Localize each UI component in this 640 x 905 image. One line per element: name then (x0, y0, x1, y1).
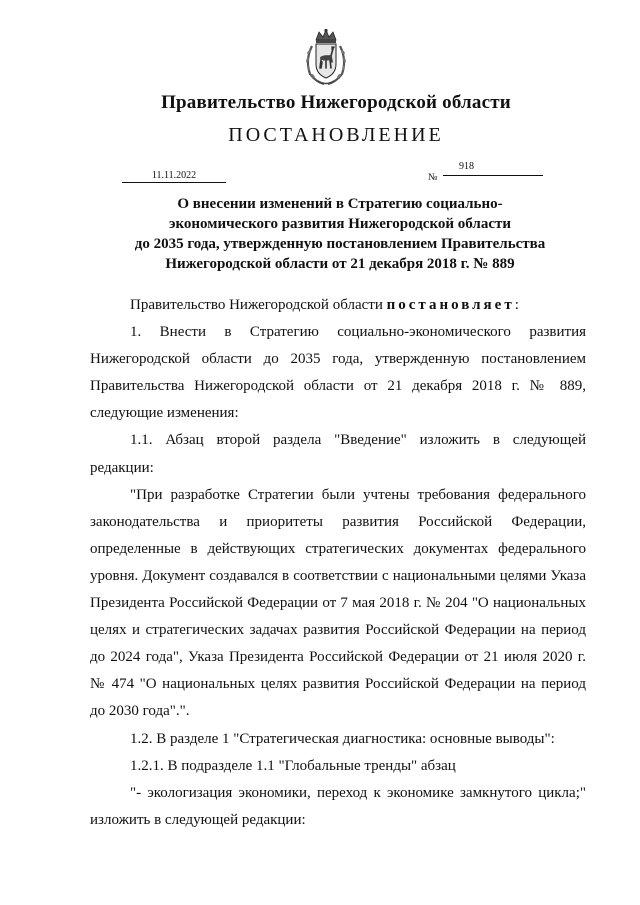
preamble-colon: : (514, 297, 519, 313)
paragraph-1-2-1: 1.2.1. В подразделе 1.1 "Глобальные тренды" абзац (130, 757, 456, 774)
subject-line: до 2035 года, утвержденную постановлением Правительства (134, 236, 546, 252)
paragraph-1-2: 1.2. В разделе 1 "Стратегическая диагностика: основные выводы": (130, 730, 555, 747)
preamble-text: Правительство Нижегородской области (130, 297, 387, 313)
org-title: Правительство Нижегородской области (161, 92, 511, 113)
document-number-field (443, 163, 543, 176)
subject-line: О внесении изменений в Стратегию социально- (177, 196, 503, 212)
document-body (90, 292, 586, 834)
doc-type-title: ПОСТАНОВЛЕНИЕ (228, 124, 444, 146)
paragraph-1: 1. Внести в Стратегию социально-экономического развития Нижегородской области до 2035 года, утвержденную постановлением Правительства Нижегородской области от 21 декабря 2018 г. № 889, следующие изменения: (90, 324, 586, 422)
preamble-keyword: постановляет (386, 297, 515, 313)
document-number: 918 (459, 161, 474, 172)
quoted-paragraph: "- экологизация экономики, переход к экономике замкнутого цикла;" изложить в следующей редакции: (90, 784, 586, 828)
document-subject (100, 194, 580, 274)
preamble (90, 292, 586, 319)
number-label: № (428, 172, 438, 183)
paragraph-1-1: 1.1. Абзац второй раздела "Введение" изложить в следующей редакции: (90, 432, 586, 476)
subject-line: Нижегородской области от 21 декабря 2018 г. № 889 (165, 256, 515, 272)
coat-of-arms-icon (302, 28, 350, 86)
quoted-paragraph: "При разработке Стратегии были учтены требования федерального законодательства и приоритеты развития Российской Федерации, определенные в действующих стратегических документах федерального уровня. Документ создавался в соответствии с национальными целями Указа Президента Российской Федерации от 7 мая 2018 г. № 204 "О национальных целях и стратегических задачах развития Российской Федерации на период до 2024 года", Указа Президента Российской Федерации от 21 июля 2020 г. № 474 "О национальных целях развития Российской Федерации на период до 2030 года".". (90, 486, 586, 720)
document-date: 11.11.2022 (122, 170, 226, 183)
subject-line: экономического развития Нижегородской области (168, 216, 511, 232)
